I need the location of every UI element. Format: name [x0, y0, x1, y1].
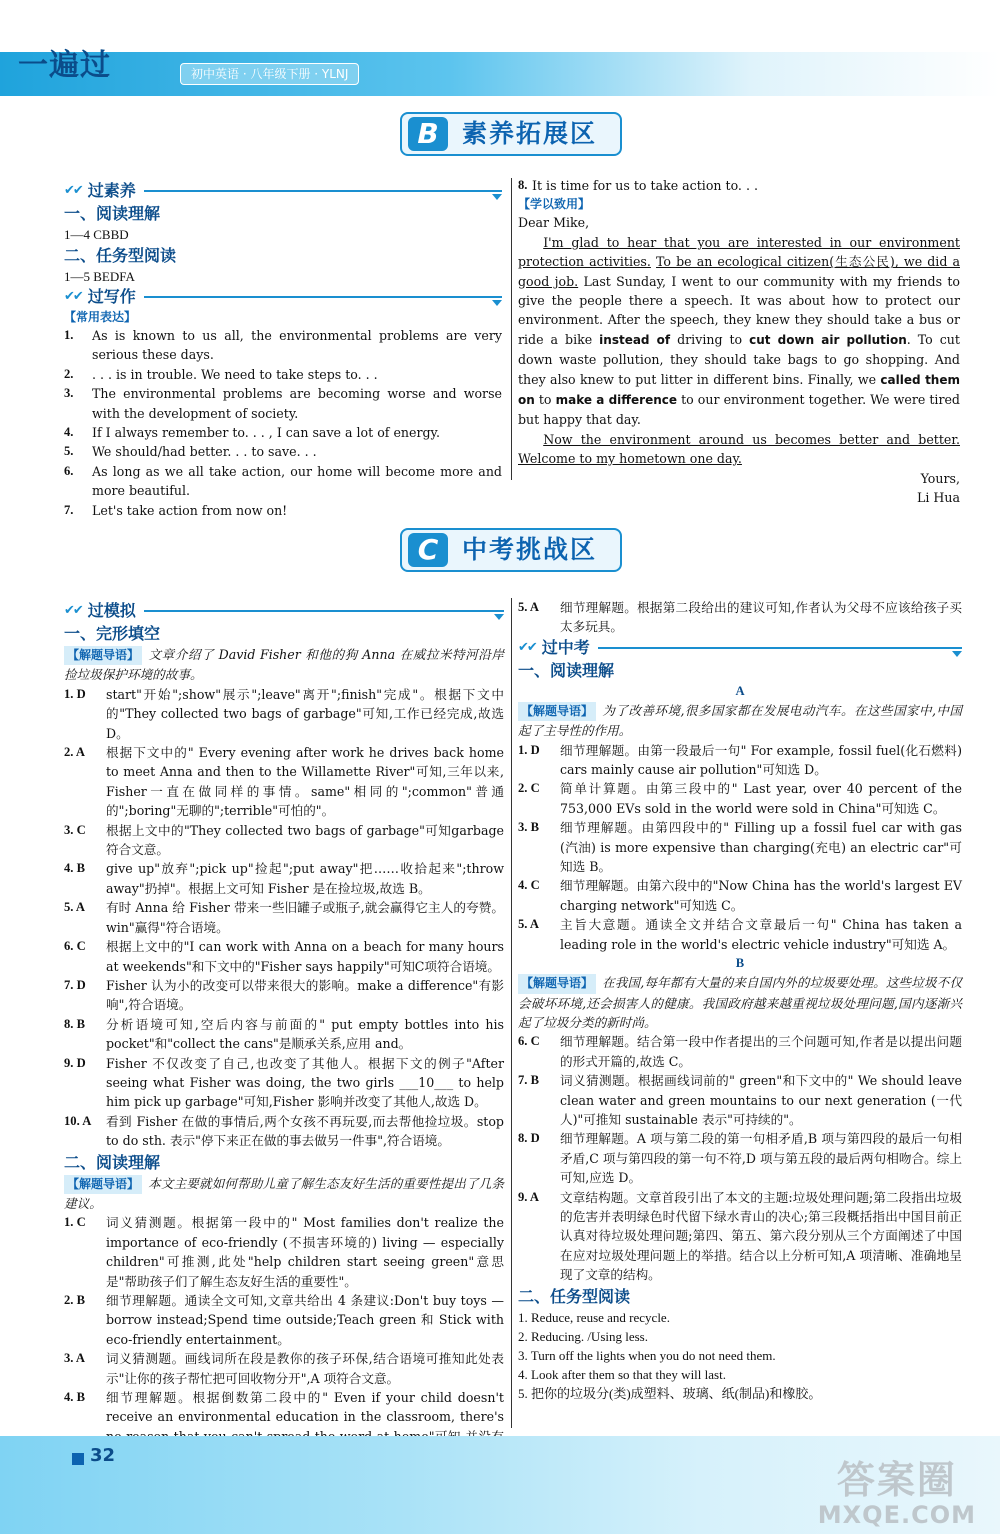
subheading-reading: 二、阅读理解: [64, 1152, 161, 1172]
check-icon: ✔✔: [64, 289, 82, 305]
cloze-item: 5. A 有时 Anna 给 Fisher 带来一些旧罐子或瓶子,就会赢得它主人的夸赞。win"赢得"符合语境。: [64, 900, 504, 935]
task-answer: 4. Look after them so that they will last.: [518, 1366, 726, 1382]
passage-b-item: 8. D 细节理解题。A 项与第二段的第一句相矛盾,B 项与第四段的最后一句相矛盾,C 项与第四段的第一句不符,D 项与第五段的最后两句相吻合。综上可知,应选 D。: [518, 1131, 962, 1186]
model-letter: [518, 213, 960, 507]
section-banner-c: [400, 528, 622, 572]
passage-b-item: 7. B 词义猜测题。根据画线词前的" green"和下文中的" We should leave clean water and green mountains to our next generation (一代人)"可推知 sustainable 表示"可持续的"。: [518, 1073, 962, 1127]
subheading-cloze: 一、完形填空: [64, 624, 161, 643]
reading-item: 2. B 细节理解题。通读全文可知,文章共给出 4 条建议:Don't buy toys — borrow instead;Spend time outside;Teach green 和 Stick with eco-friendly entertainment。: [64, 1293, 504, 1347]
watermark: [818, 1458, 976, 1528]
watermark-text: 答案圈: [836, 1458, 957, 1502]
passage-b-guide: 【解题导语】 在我国,每年都有大量的来自国内外的垃圾要处理。这些垃圾不仅会破坏环境,还会损害人的健康。我国政府越来越重视垃圾处理问题,国内逐渐兴起了垃圾分类的新时尚。: [518, 975, 962, 1030]
apply-tag: 【学以致用】: [518, 197, 591, 212]
cloze-item: 3. C 根据上文中的"They collected two bags of garbage"可知garbage符合文意。: [64, 822, 504, 858]
expression-item: 7. Let's take action from now on!: [64, 502, 288, 518]
book-subtitle: 初中英语 · 八年级下册 · YLNJ: [180, 63, 359, 85]
check-icon: ✔✔: [64, 603, 82, 619]
section-b-left: [64, 180, 502, 520]
cloze-item: 4. B give up"放弃";pick up"捡起";put away"把……收拾起来";throw away"扔掉"。根据上文可知 Fisher 是在捡垃圾,故选 B。: [64, 861, 504, 896]
task-answer: 2. Reducing. /Using less.: [518, 1328, 648, 1344]
cloze-item: 8. B 分析语境可知,空后内容与前面的" put empty bottles into his pocket"和"collect the cans"是顺承关系,应用 and。: [64, 1016, 504, 1052]
letter-greeting: Dear Mike,: [518, 215, 590, 231]
subheading-task: 二、任务型阅读: [64, 246, 177, 265]
passage-a-label: A: [735, 683, 745, 698]
expressions-tag: 【常用表达】: [64, 310, 137, 324]
passage-a-item: 1. D 细节理解题。由第一段最后一句" For example, fossil fuel(化石燃料) cars mainly cause air pollution"可知选 D。: [518, 742, 962, 778]
expression-item: 6. As long as we all take action, our home will become more and more beautiful.: [64, 463, 502, 499]
subheading-reading: 一、阅读理解: [518, 660, 615, 680]
passage-b-item: 9. A 文章结构题。文章首段引出了本文的主题:垃圾处理问题;第二段指出垃圾的危害并表明绿色时代留下绿水青山的决心;第三段概括指出中国目前正认真对待垃圾处理问题;第四、第五、第六段分别从三个方面阐述了中国在应对垃圾处理问题上的举措。结合以上分析可知,A 项清晰、准确地呈现了文章的结构。: [518, 1189, 962, 1283]
expression-item: 2. . . . is in trouble. We need to take steps to. . .: [64, 366, 378, 382]
column-divider: [511, 598, 512, 1428]
column-divider: [511, 178, 512, 480]
subheading-task: 二、任务型阅读: [518, 1286, 631, 1306]
subheading-reading: 一、阅读理解: [64, 204, 161, 223]
reading-item: 4. B 细节理解题。根据倒数第二段中的" Even if your child doesn't receive an environmental education in the classroom, there's: [64, 1390, 504, 1425]
passage-a-item: 4. C 细节理解题。由第六段中的"Now China has the world's largest EV charging network"可知选 C。: [518, 878, 962, 913]
task-answer: 1. Reduce, reuse and recycle.: [518, 1309, 670, 1325]
page-number: 32: [90, 1445, 116, 1466]
page-marker: [72, 1453, 84, 1465]
expression-item: 5. We should/had better. . . to save. . .: [64, 444, 317, 460]
letter-paragraph-1: I'm glad to hear that you are interested in our environment protection activities. To be an ecological citizen(生态公民), we did a good job. Last Sunday, I went to our community with my friends to give the people there a speech. It was about how to protect our environment. After the speech, they knew they should take a bus or ride a bike instead of driving to cut down air pollution. To cut down waste pollution, they should take bags to go shopping. And they also knew to put litter in different bins. Finally, we called them on to make a difference to our environment together. We were tired but happy that day.: [518, 234, 960, 428]
expression-item: 1. As is known to us all, the environmental problems are very serious these days.: [64, 328, 502, 363]
check-icon: ✔✔: [518, 640, 536, 656]
passage-a-guide: 【解题导语】 为了改善环境,很多国家都在发展电动汽车。在这些国家中,中国起了主导性的作用。: [518, 702, 962, 739]
heading-guosuyang: ✔✔ 过素养: [64, 180, 502, 202]
cloze-item: 10. A 看到 Fisher 在做的事情后,两个女孩不再玩耍,而去帮他捡垃圾。stop to do sth. 表示"停下来正在做的事去做另一件事",符合语境。: [64, 1113, 504, 1149]
check-icon: ✔✔: [64, 183, 82, 199]
heading-guomoni: ✔✔ 过模拟: [64, 600, 504, 622]
cloze-item: 7. D Fisher 认为小的改变可以带来很大的影响。make a difference"有影响",符合语境。: [64, 977, 504, 1013]
cloze-item: 6. C 根据上文中的"I can work with Anna on a beach for many hours at weekends"和下文中的"Fisher says happily"可知C项符合语境。: [64, 939, 504, 974]
passage-b-label: B: [735, 956, 745, 971]
section-b-right: [518, 176, 960, 508]
letter-paragraph-2: Now the environment around us becomes better and better. Welcome to my hometown one day.: [518, 431, 960, 467]
passage-a-item: 3. B 细节理解题。由第四段中的" Filling up a fossil fuel car with gas (汽油) is more expensive than charging(充电) an electric car"可知选 B。: [518, 820, 962, 875]
cloze-item: 2. A 根据下文中的" Every evening after work he drives back home to meet Anna and then to the Willamette River"可知,三年以来, Fisher一直在做同样的事情。same"相同的";common"普通的";boring"无聊的";terrible"可怕的"。: [64, 745, 504, 819]
letter-closing: Yours,: [920, 470, 960, 486]
header-band: [0, 48, 1000, 96]
passage-a-item: 5. A 主旨大意题。通读全文并结合文章最后一句" China has taken a leading role in the world's electric vehicle industry"可知选 A。: [518, 917, 962, 952]
cloze-guide: 【解题导语】 文章介绍了 David Fisher 和他的狗 Anna 在威拉米特河沿岸捡垃圾保护环境的故事。: [64, 647, 504, 683]
task-answers: 1—5 BEDFA: [64, 269, 135, 284]
cloze-item: 1. D start"开始";show"展示";leave"离开";finish"完成"。根据下文中的"They collected two bags of garbage"可知,工作已经完成,故选 D。: [64, 686, 504, 741]
heading-guoxiezuo: ✔✔ 过写作: [64, 286, 502, 308]
reading-answers: 1—4 CBBD: [64, 227, 129, 242]
brand-logo: 一遍过: [18, 48, 111, 83]
passage-b-item: 6. C 细节理解题。结合第一段中作者提出的三个问题可知,作者是以提出问题的形式开篇的,故选 C。: [518, 1034, 962, 1069]
reading-guide: 【解题导语】 本文主要就如何帮助儿童了解生态友好生活的重要性提出了几条建议。: [64, 1175, 504, 1211]
watermark-url: MXQE.COM: [817, 1501, 976, 1529]
banner-letter: C: [408, 533, 448, 567]
expression-item: 4. If I always remember to. . . , I can save a lot of energy.: [64, 425, 440, 441]
section-banner-b: [400, 112, 622, 156]
banner-title: 中考挑战区: [462, 535, 598, 565]
passage-a-item: 2. C 简单计算题。由第三段中的" Last year, over 40 percent of the 753,000 EVs sold in the world were sold in China"可知选 C。: [518, 781, 962, 816]
letter-signature: Li Hua: [917, 490, 960, 506]
expression-item: 3. The environmental problems are becoming worse and worse with the development of society.: [64, 386, 502, 421]
banner-letter: B: [408, 117, 448, 151]
expression-item: 8. It is time for us to take action to. . .: [518, 178, 758, 193]
banner-title: 素养拓展区: [462, 119, 598, 149]
section-c-left: [64, 600, 504, 1466]
reading-item: 1. C 词义猜测题。根据第一段中的" Most families don't realize the importance of eco-friendly (不损害环境的) living — especially children"可推测,此处"help children start seeing green"意思是"帮助孩子们了解生态友好生活的重要性"。: [64, 1215, 504, 1289]
task-answer: 3. Turn off the lights when you do not need them.: [518, 1347, 776, 1363]
section-c-right: [518, 598, 962, 1403]
heading-guozhongkao: ✔✔ 过中考: [518, 637, 962, 659]
cloze-item: 9. D Fisher 不仅改变了自己,也改变了其他人。根据下文的例子"After seeing what Fisher was doing, the two girls ___10___ to help him pick up garbage"可知,Fisher 影响并改变了其他人,故选 D。: [64, 1055, 504, 1110]
reading-item: 3. A 词义猜测题。画线词所在段是教你的孩子环保,结合语境可推知此处表示"让你的孩子帮忙把可回收物分开",A 项符合文意。: [64, 1351, 504, 1386]
reading-item: 5. A 细节理解题。根据第二段给出的建议可知,作者认为父母不应该给孩子买太多玩具。: [518, 600, 962, 635]
task-answer: 5. 把你的垃圾分(类)成塑料、玻璃、纸(制品)和橡胶。: [518, 1385, 822, 1401]
